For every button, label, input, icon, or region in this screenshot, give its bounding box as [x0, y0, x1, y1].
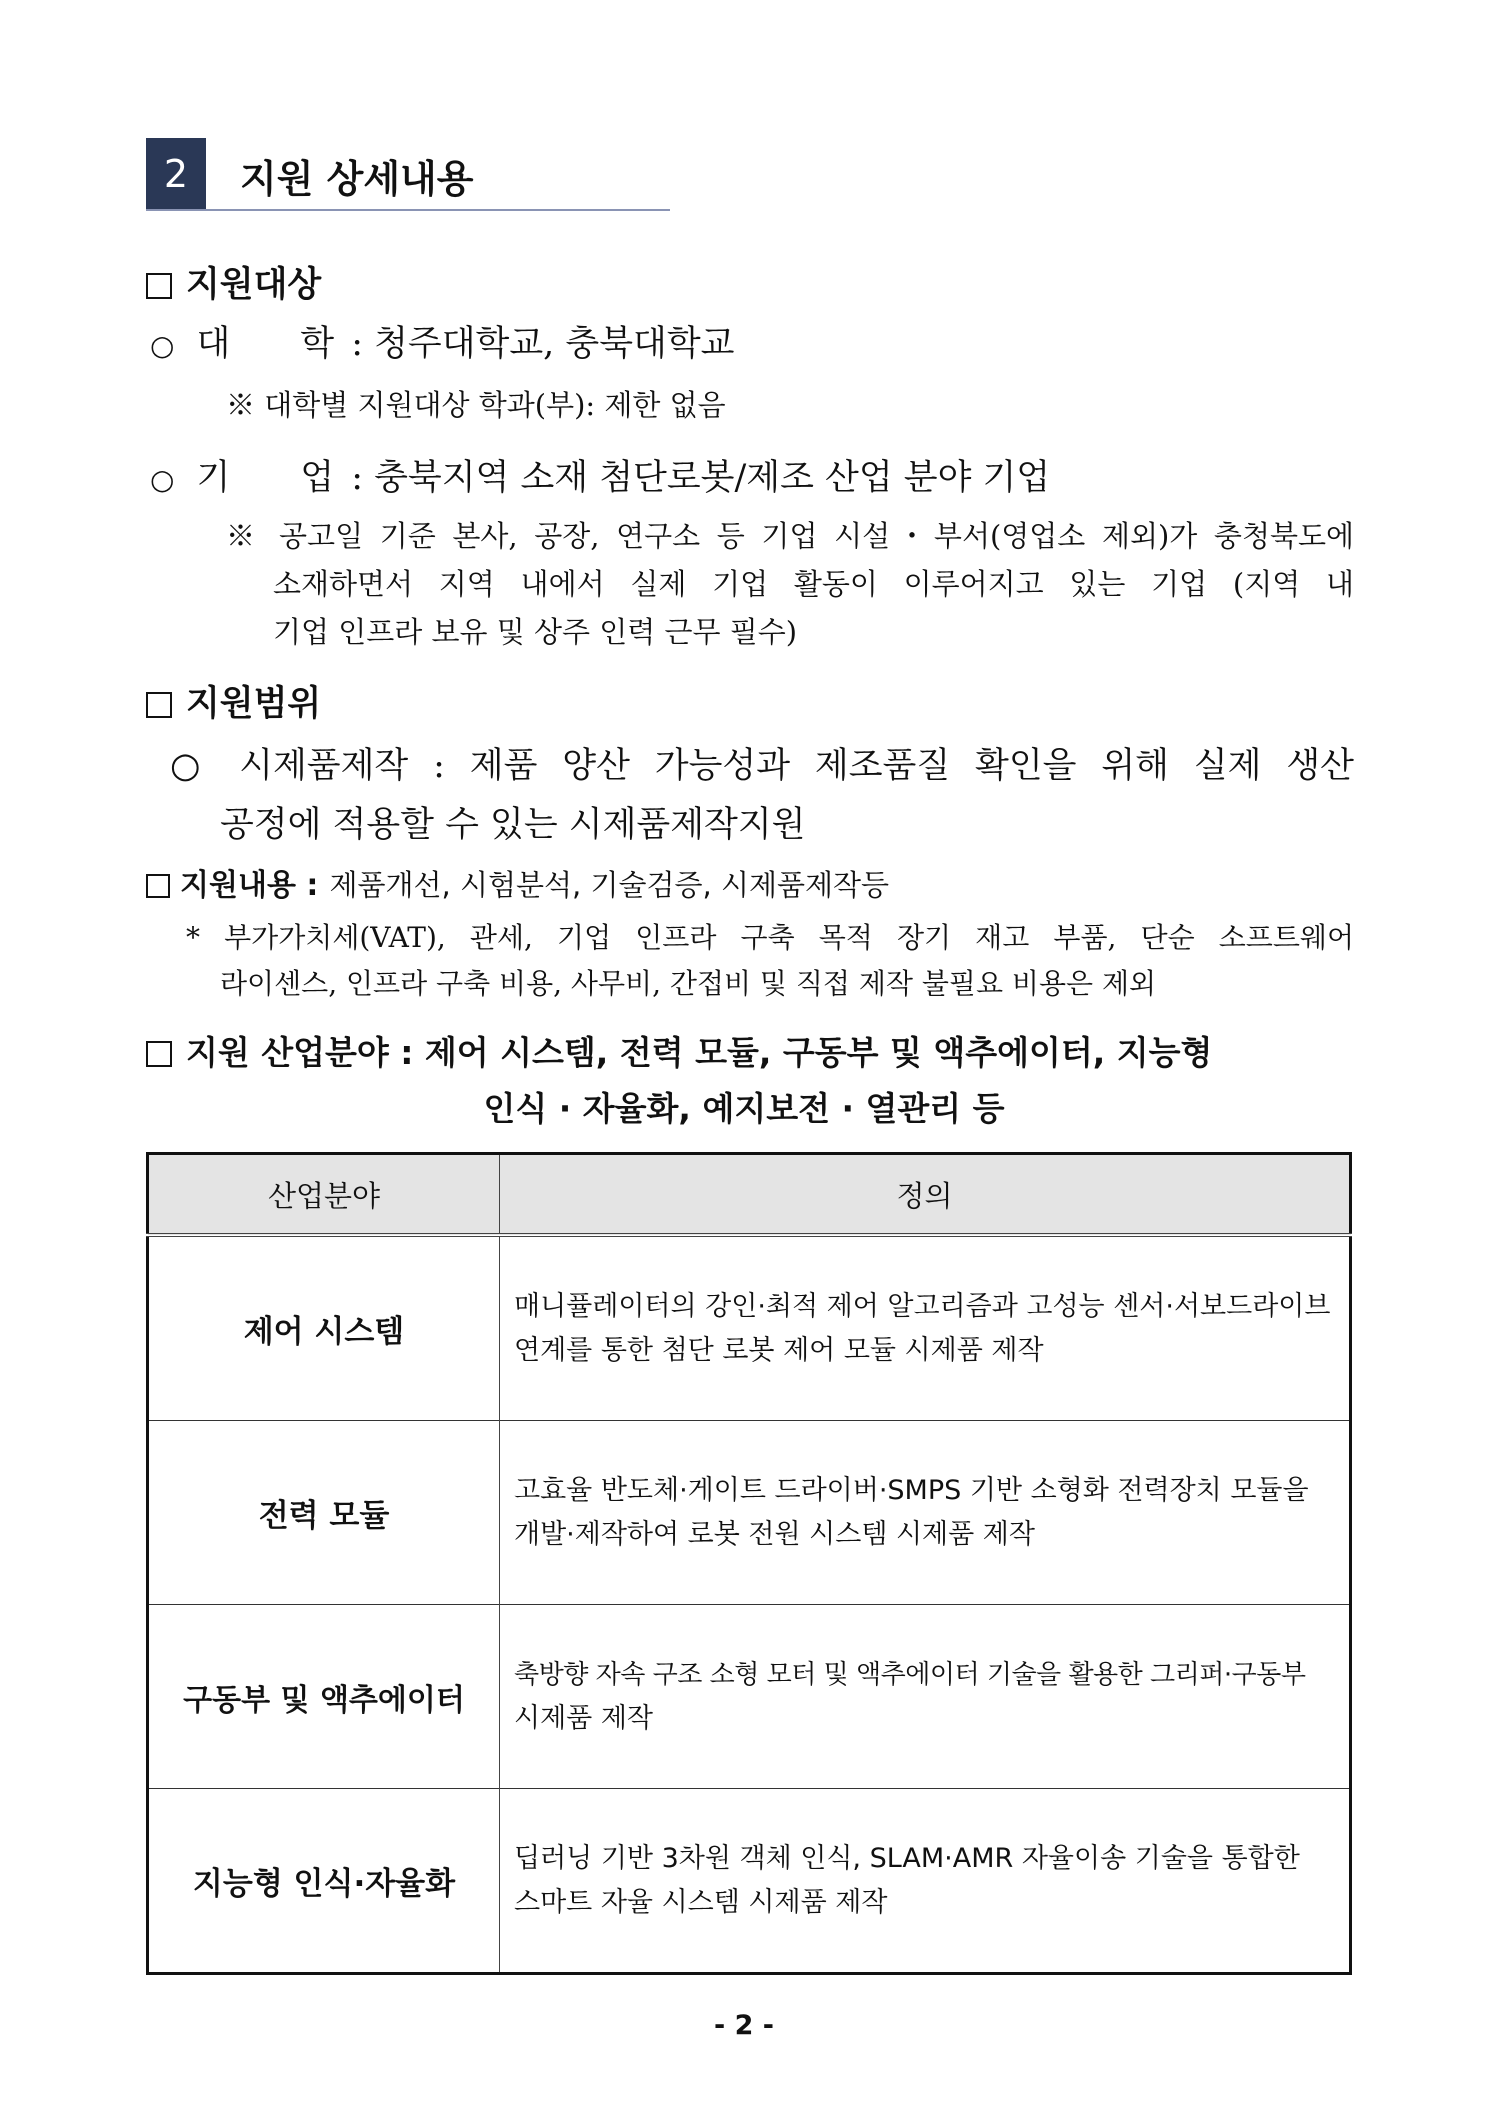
table-cell-definition [500, 1789, 1351, 1974]
support-content-heading: 지원내용 : [180, 868, 319, 903]
university-value: : 청주대학교, 충북대학교 [351, 324, 735, 364]
company-line [150, 450, 1050, 500]
definition-line-1: 딥러닝 기반 3차원 객체 인식, SLAM·AMR 자율이송 기술을 통합한 [514, 1842, 1300, 1874]
university-label: 대 학 [196, 324, 335, 364]
definition-line-2: 스마트 자율 시스템 시제품 제작 [514, 1886, 888, 1918]
support-target-heading: 지원대상 [146, 257, 321, 307]
definition-line-2: 개발·제작하여 로봇 전원 시스템 시제품 제작 [514, 1518, 1035, 1550]
table-row [148, 1421, 1351, 1605]
table-row [148, 1235, 1351, 1421]
table-cell-category: 전력 모듈 [148, 1421, 500, 1605]
university-line [150, 316, 734, 366]
page-number: - 2 - [714, 2010, 774, 2041]
table-header-industry: 산업분야 [148, 1154, 500, 1236]
definition-line-1: 고효율 반도체·게이트 드라이버·SMPS 기반 소형화 전력장치 모듈을 [514, 1474, 1309, 1506]
table-cell-definition [500, 1235, 1351, 1421]
company-note-line-2: 소재하면서 지역 내에서 실제 기업 활동이 이루어지고 있는 기업 (지역 내 [273, 567, 1354, 601]
support-content-note-line-1: * 부가가치세(VAT), 관세, 기업 인프라 구축 목적 장기 재고 부품, 단순 소프트웨어 [186, 921, 1354, 954]
table-row [148, 1605, 1351, 1789]
table-cell-category: 지능형 인식·자율화 [148, 1789, 500, 1974]
definition-line-2: 연계를 통한 첨단 로봇 제어 모듈 시제품 제작 [514, 1334, 1044, 1366]
checkbox-square-icon [146, 1041, 172, 1067]
table-cell-definition [500, 1605, 1351, 1789]
section-title-underline [146, 209, 670, 211]
definition-line-1: 매니퓰레이터의 강인·최적 제어 알고리즘과 고성능 센서·서보드라이브 [514, 1290, 1331, 1322]
table-cell-definition [500, 1421, 1351, 1605]
support-scope-line-2: 공정에 적용할 수 있는 시제품제작지원 [220, 805, 806, 845]
support-content-value: 제품개선, 시험분석, 기술검증, 시제품제작등 [329, 868, 890, 902]
checkbox-square-icon [146, 692, 172, 718]
circle-bullet-icon: ○ [150, 463, 175, 496]
support-content-line [146, 860, 889, 904]
section-title: 지원 상세내용 [240, 157, 474, 201]
company-label: 기 업 [196, 458, 335, 498]
support-scope-heading: 지원범위 [146, 676, 321, 726]
table-cell-category: 제어 시스템 [148, 1235, 500, 1421]
industry-fields-line-2: 인식 · 자율화, 예지보전 · 열관리 등 [483, 1089, 1005, 1128]
company-value: : 충북지역 소재 첨단로봇/제조 산업 분야 기업 [351, 458, 1051, 498]
university-note: ※ 대학별 지원대상 학과(부): 제한 없음 [226, 388, 726, 422]
support-content-note-line-2: 라이센스, 인프라 구축 비용, 사무비, 간접비 및 직접 제작 불필요 비용은 제외 [220, 967, 1157, 1000]
company-note-line-1: ※ 공고일 기준 본사, 공장, 연구소 등 기업 시설・부서(영업소 제외)가 충청북도에 [226, 519, 1354, 553]
checkbox-square-icon [146, 874, 170, 898]
definition-line-1: 축방향 자속 구조 소형 모터 및 액추에이터 기술을 활용한 그리퍼·구동부 [514, 1659, 1306, 1690]
company-note-line-3: 기업 인프라 보유 및 상주 인력 근무 필수) [273, 615, 798, 649]
industry-fields-line-1: 지원 산업분야 : 제어 시스템, 전력 모듈, 구동부 및 액추에이터, 지능형 [146, 1027, 1354, 1074]
definition-line-2: 시제품 제작 [514, 1702, 653, 1734]
checkbox-square-icon [146, 273, 172, 299]
circle-bullet-icon: ○ [150, 329, 175, 362]
section-number-badge: 2 [146, 138, 206, 210]
table-cell-category: 구동부 및 액추에이터 [148, 1605, 500, 1789]
industry-definition-table [146, 1152, 1352, 1975]
table-header-row [148, 1154, 1351, 1236]
table-row [148, 1789, 1351, 1974]
support-scope-line-1: ○ 시제품제작 : 제품 양산 가능성과 제조품질 확인을 위해 실제 생산 [170, 746, 1354, 786]
table-header-definition: 정의 [500, 1154, 1351, 1236]
